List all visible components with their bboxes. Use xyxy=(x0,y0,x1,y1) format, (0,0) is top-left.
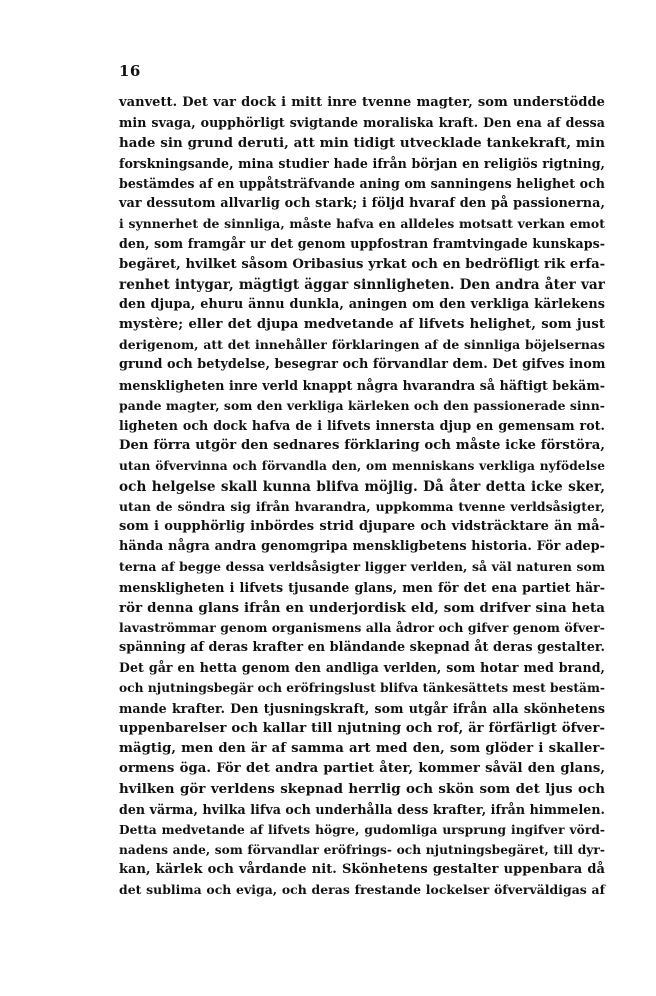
text-line: renhet intygar, mägtigt äggar sinnligheten. Den andra åter var xyxy=(119,276,605,293)
text-line: ormens öga. För det andra partiet åter, kommer såväl den glans, xyxy=(119,761,605,777)
text-line: uppenbarelser och kallar till njutning och rof, är förfärligt öfver- xyxy=(119,720,605,736)
text-line: den, som framgår ur det genom uppfostran framtvingade kunskaps- xyxy=(119,236,605,252)
text-line: grund och betydelse, besegrar och förvandlar dem. Det gifves inom xyxy=(119,357,606,373)
text-line: menskligheten inre verld knappt några hvarandra så häftigt bekäm- xyxy=(119,377,605,393)
text-line: den djupa, ehuru ännu dunkla, aningen om den verkliga kärlekens xyxy=(119,296,605,312)
text-line: bestämdes af en uppåtsträfvande aning om sanningens helighet och xyxy=(119,175,605,191)
text-line: begäret, hvilket såsom Oribasius yrkat och en bedröfligt rik erfa- xyxy=(119,256,606,272)
text-line: som i oupphörlig inbördes strid djupare och vidsträcktare än må- xyxy=(119,518,605,534)
text-line: mystère; eller det djupa medvetande af lifvets helighet, som just xyxy=(119,317,605,333)
text-line: utan de söndra sig ifrån hvarandra, uppkomma tvenne verldsåsigter, xyxy=(119,498,605,514)
text-line: den värma, hvilka lifva och underhålla dess krafter, ifrån himmelen. xyxy=(119,801,605,817)
text-line: hvilken gör verldens skepnad herrlig och skön som det ljus och xyxy=(119,781,605,798)
text-line: min svaga, oupphörligt svigtande moraliska kraft. Den ena af dessa xyxy=(119,115,605,131)
text-line: menskligheten i lifvets tjusande glans, men för det ena partiet här- xyxy=(119,579,605,595)
text-line: nadens ande, som förvandlar eröfrings- och njutningsbegäret, till dyr- xyxy=(119,842,605,857)
text-line: Det går en hetta genom den andliga verlden, som hotar med brand, xyxy=(119,660,605,676)
text-line: rör denna glans ifrån en underjordisk eld, som drifver sina heta xyxy=(119,599,605,616)
text-line: kan, kärlek och vårdande nit. Skönhetens gestalter uppenbara då xyxy=(119,862,605,878)
text-line: hända några andra genomgripa menskligbetens historia. För adep- xyxy=(119,539,605,555)
text-line: det sublima och eviga, och deras frestande lockelser öfverväldigas af xyxy=(119,882,605,898)
text-line: pande magter, som den verkliga kärleken och den passionerade sinn- xyxy=(119,397,605,413)
text-line: terna af begge dessa verldsåsigter ligger verlden, så väl naturen som xyxy=(119,559,605,575)
text-line: Detta medvetande af lifvets högre, gudomliga ursprung ingifver vörd- xyxy=(119,822,605,837)
text-line: derigenom, att det innehåller förklaringen af de sinnliga böjelsernas xyxy=(119,337,605,353)
text-line: utan öfvervinna och förvandla den, om menniskans verkliga nyfödelse xyxy=(119,459,605,474)
page-number: 16 xyxy=(119,62,141,80)
text-line: var dessutom allvarlig och stark; i följd hvaraf den på passionerna, xyxy=(119,195,605,211)
body-text xyxy=(119,93,605,901)
text-line: ligheten och dock hafva de i lifvets innersta djup en gemensam rot. xyxy=(119,418,605,433)
text-line: spänning af deras krafter en bländande skepnad åt deras gestalter. xyxy=(119,640,606,656)
text-line: hade sin grund deruti, att min tidigt utvecklade tankekraft, min xyxy=(119,135,605,152)
text-line: i synnerhet de sinnliga, måste hafva en alldeles motsatt verkan emot xyxy=(119,216,605,232)
text-line: lavaströmmar genom organismens alla ådror och gifver genom öfver- xyxy=(119,619,605,635)
text-line: och helgelse skall kunna blifva möjlig. Då åter detta icke sker, xyxy=(119,478,605,495)
text-line: mande krafter. Den tjusningskraft, som utgår ifrån alla skönhetens xyxy=(119,700,605,716)
text-line: Den förra utgör den sednares förklaring och måste icke förstöra, xyxy=(119,438,605,454)
text-line: och njutningsbegär och eröfringslust blifva tänkesättets mest bestäm- xyxy=(119,681,606,696)
text-line: mägtig, men den är af samma art med den, som glöder i skaller- xyxy=(119,741,605,756)
text-line: vanvett. Det var dock i mitt inre tvenne magter, som understödde xyxy=(119,95,605,110)
text-line: forskningsande, mina studier hade ifrån början en religiös rigtning, xyxy=(119,155,605,171)
